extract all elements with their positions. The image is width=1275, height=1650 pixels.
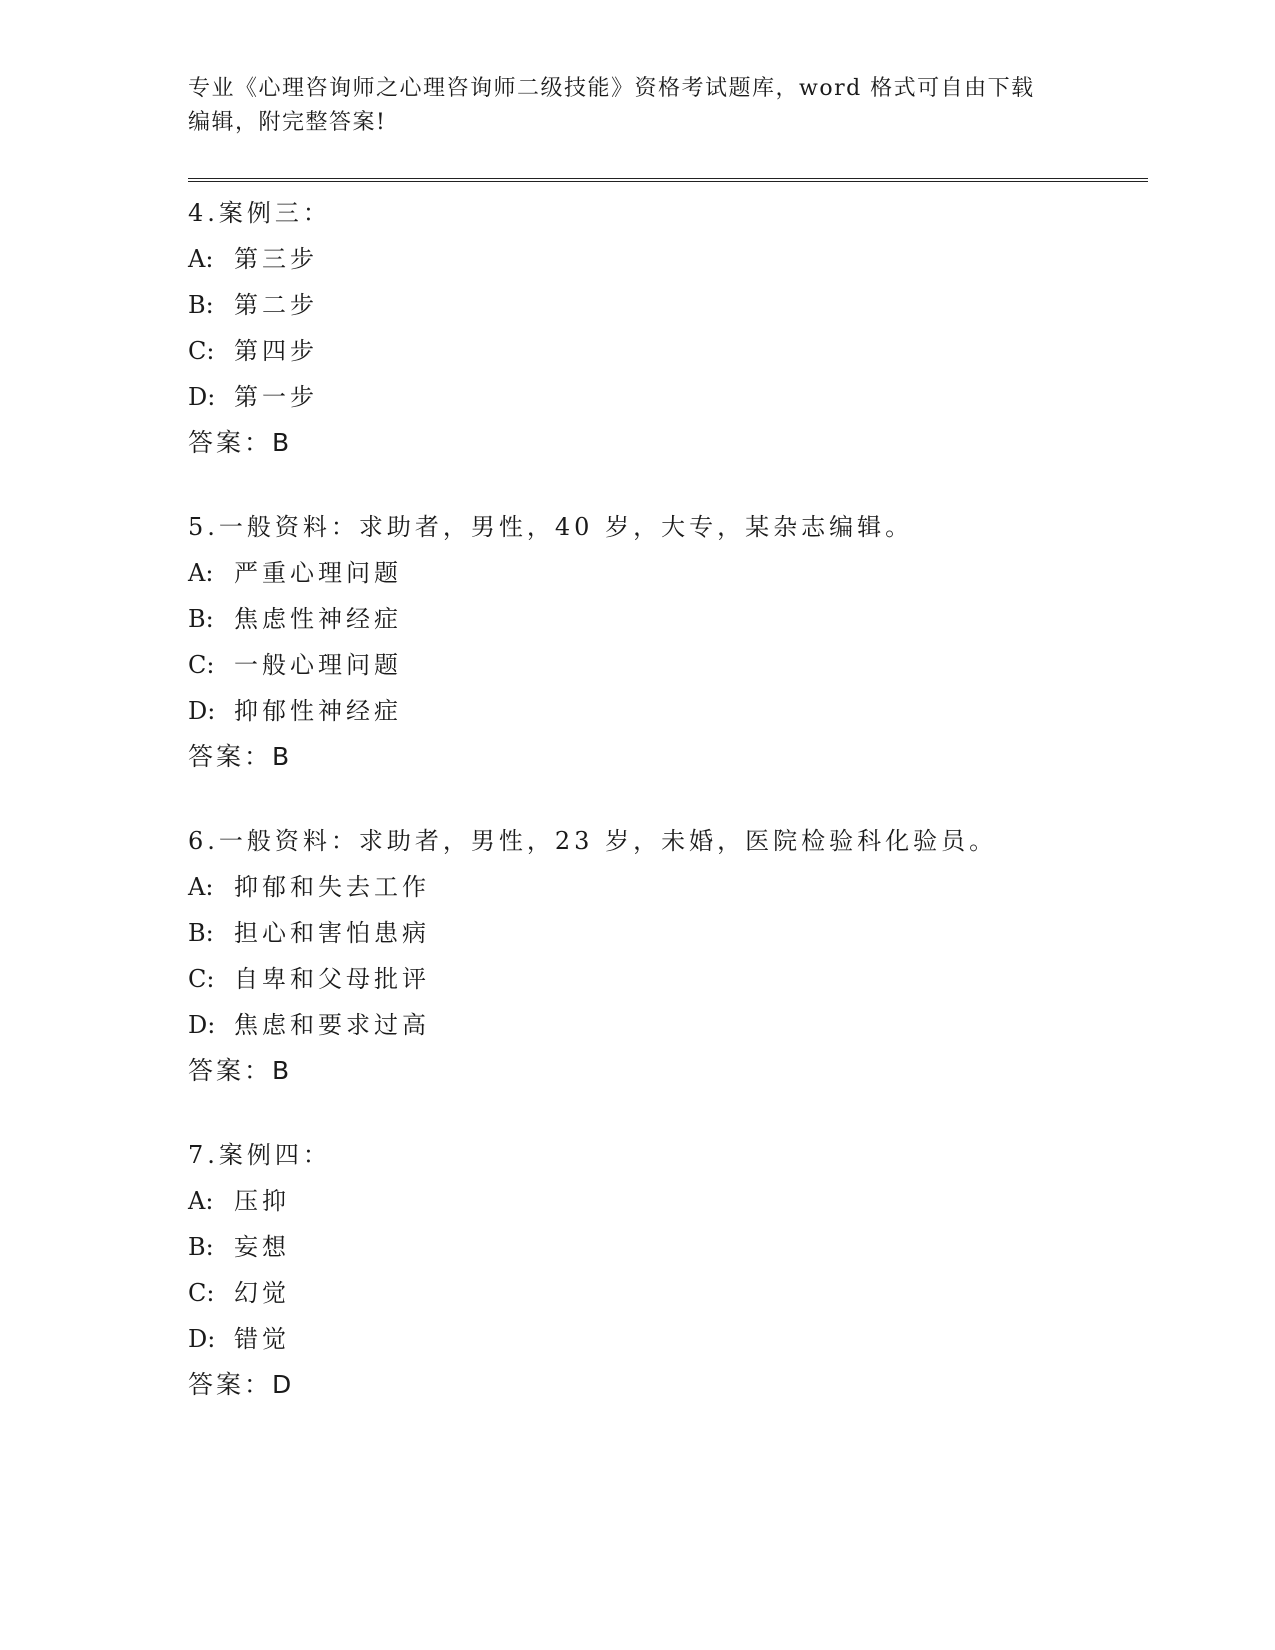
option-text: 第一步	[234, 383, 318, 411]
option-b	[188, 910, 1148, 956]
option-c	[188, 956, 1148, 1002]
option-text: 妄想	[234, 1233, 290, 1261]
option-text: 焦虑和要求过高	[234, 1011, 430, 1039]
question-stem: 6.一般资料：求助者，男性，23 岁，未婚，医院检验科化验员。	[188, 827, 998, 855]
option-text: 第二步	[234, 291, 318, 319]
header-title-line-2: 编辑，附完整答案!	[188, 110, 387, 135]
option-d	[188, 688, 1148, 734]
question-stem: 7.案例四：	[188, 1141, 331, 1169]
question-list	[188, 190, 1148, 1446]
option-a	[188, 236, 1148, 282]
option-text: 第四步	[234, 337, 318, 365]
option-letter: C:	[188, 651, 215, 679]
option-letter: D:	[188, 1325, 216, 1353]
option-c	[188, 642, 1148, 688]
option-text: 一般心理问题	[234, 651, 402, 679]
answer-line: 答案：B	[188, 742, 293, 771]
option-letter: D:	[188, 697, 216, 725]
option-letter: A:	[188, 873, 214, 901]
question-stem: 4.案例三：	[188, 199, 331, 227]
header-divider	[188, 178, 1148, 182]
answer-line: 答案：B	[188, 428, 293, 457]
option-letter: A:	[188, 559, 214, 587]
option-text: 自卑和父母批评	[234, 965, 430, 993]
option-letter: C:	[188, 965, 215, 993]
question-item	[188, 1132, 1148, 1408]
question-item	[188, 818, 1148, 1094]
option-d	[188, 1002, 1148, 1048]
option-a	[188, 550, 1148, 596]
option-c	[188, 1270, 1148, 1316]
option-letter: A:	[188, 245, 214, 273]
option-text: 第三步	[234, 245, 318, 273]
option-letter: C:	[188, 337, 215, 365]
answer-line: 答案：D	[188, 1370, 295, 1399]
question-item	[188, 190, 1148, 466]
option-c	[188, 328, 1148, 374]
option-text: 压抑	[234, 1187, 290, 1215]
option-d	[188, 374, 1148, 420]
option-b	[188, 1224, 1148, 1270]
option-a	[188, 1178, 1148, 1224]
option-letter: B:	[188, 1233, 214, 1261]
option-letter: A:	[188, 1187, 214, 1215]
option-text: 抑郁和失去工作	[234, 873, 430, 901]
option-letter: D:	[188, 1011, 216, 1039]
answer-line: 答案：B	[188, 1056, 293, 1085]
option-text: 幻觉	[234, 1279, 290, 1307]
option-text: 严重心理问题	[234, 559, 402, 587]
option-text: 抑郁性神经症	[234, 697, 402, 725]
option-letter: B:	[188, 291, 214, 319]
question-stem: 5.一般资料：求助者，男性，40 岁，大专，某杂志编辑。	[188, 513, 914, 541]
option-letter: B:	[188, 919, 214, 947]
option-letter: D:	[188, 383, 216, 411]
option-text: 错觉	[234, 1325, 290, 1353]
option-text: 焦虑性神经症	[234, 605, 402, 633]
option-b	[188, 282, 1148, 328]
document-header	[188, 72, 1088, 140]
option-letter: B:	[188, 605, 214, 633]
option-letter: C:	[188, 1279, 215, 1307]
option-b	[188, 596, 1148, 642]
question-item	[188, 504, 1148, 780]
option-d	[188, 1316, 1148, 1362]
option-text: 担心和害怕患病	[234, 919, 430, 947]
option-a	[188, 864, 1148, 910]
header-title-line-1: 专业《心理咨询师之心理咨询师二级技能》资格考试题库，word 格式可自由下载	[188, 76, 1035, 101]
